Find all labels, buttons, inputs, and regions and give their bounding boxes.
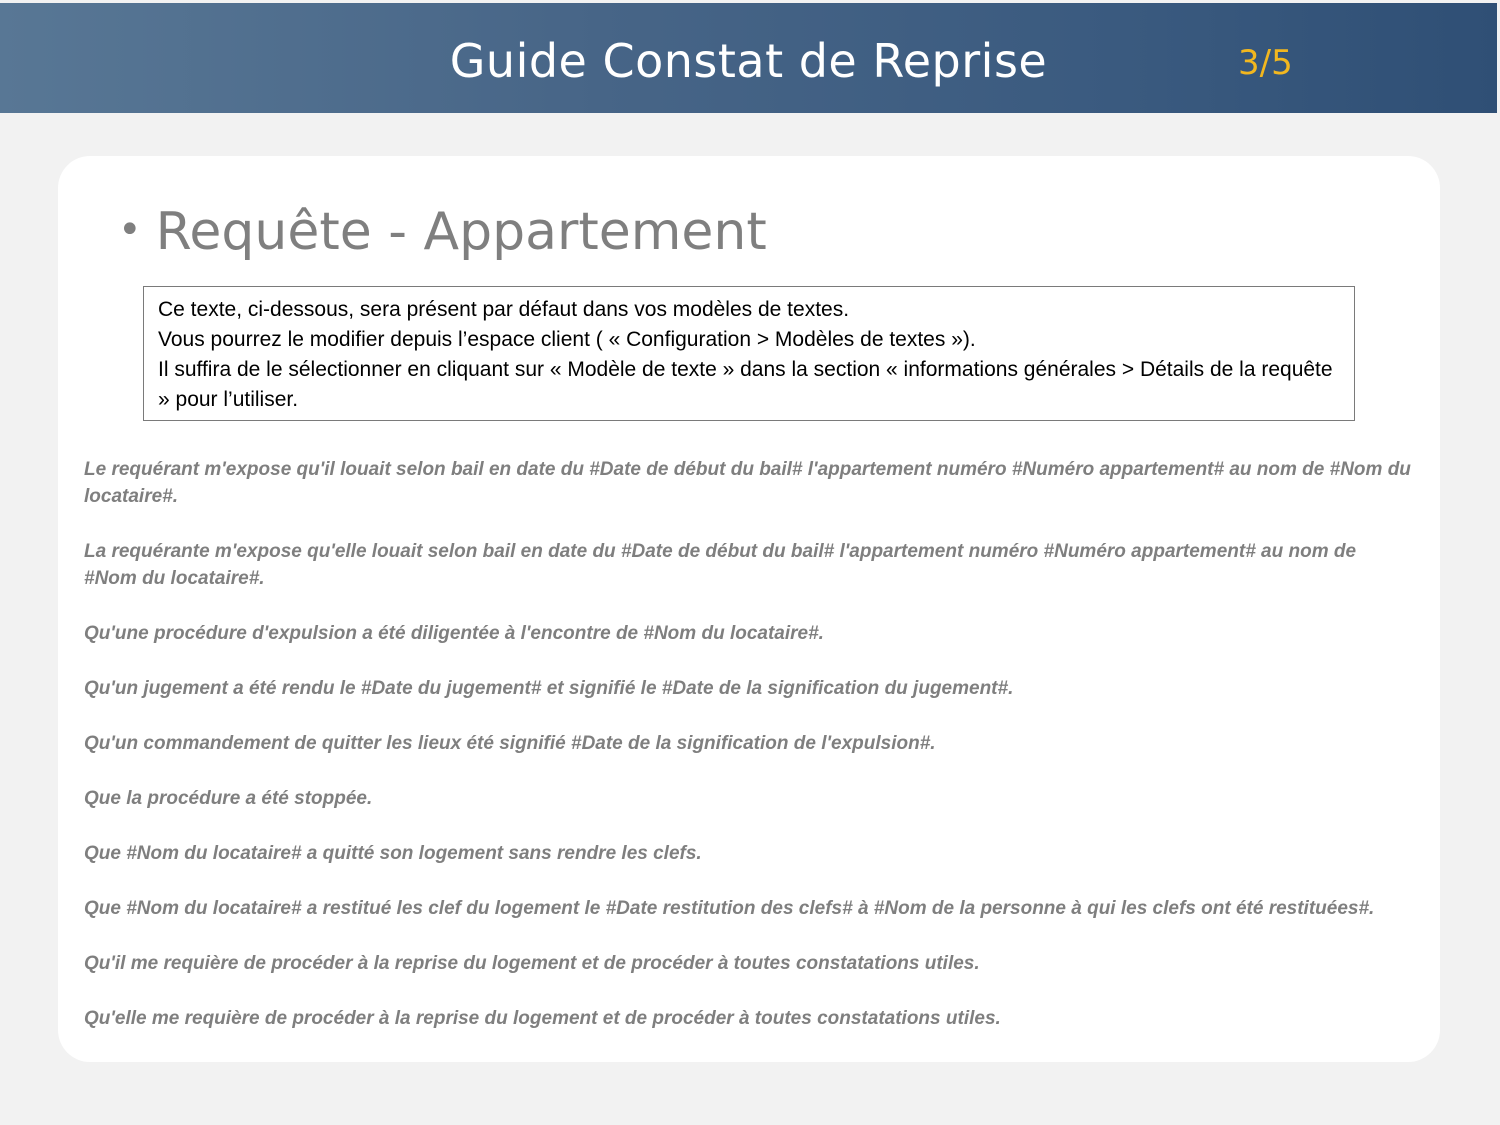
header-banner (0, 3, 1497, 113)
info-line: Vous pourrez le modifier depuis l’espace client ( « Configuration > Modèles de textes »). (158, 328, 976, 351)
template-paragraph: Que #Nom du locataire# a restitué les clef du logement le #Date restitution des clefs# à #Nom de la personne à qui les clefs ont été restituées#. (84, 898, 1375, 919)
template-paragraph: Qu'il me requière de procéder à la reprise du logement et de procéder à toutes constatations utiles. (84, 953, 980, 974)
info-line: Il suffira de le sélectionner en cliquant sur « Modèle de texte » dans la section « informations générales > Détails de la requête » pour l’utiliser. (158, 358, 1333, 411)
page-title: Guide Constat de Reprise (449, 34, 1048, 88)
bullet-icon: • (118, 207, 142, 253)
page-counter: 3/5 (1238, 43, 1293, 83)
section-heading (118, 202, 767, 266)
template-paragraph: Que la procédure a été stoppée. (84, 788, 373, 809)
template-paragraph: Qu'un jugement a été rendu le #Date du jugement# et signifié le #Date de la signification du jugement#. (84, 678, 1014, 699)
template-paragraph: La requérante m'expose qu'elle louait selon bail en date du #Date de début du bail# l'appartement numéro #Numéro appartement# au nom de #Nom du locataire#. (84, 541, 1357, 589)
template-paragraph: Qu'elle me requière de procéder à la reprise du logement et de procéder à toutes constatations utiles. (84, 1008, 1001, 1029)
content-card (58, 156, 1440, 1062)
template-paragraph: Qu'un commandement de quitter les lieux été signifié #Date de la signification de l'expulsion#. (84, 733, 936, 754)
info-box (143, 286, 1355, 421)
section-title: Requête - Appartement (155, 202, 767, 262)
template-paragraph: Qu'une procédure d'expulsion a été diligentée à l'encontre de #Nom du locataire#. (84, 623, 824, 644)
info-line: Ce texte, ci-dessous, sera présent par défaut dans vos modèles de textes. (158, 298, 850, 321)
template-paragraph: Que #Nom du locataire# a quitté son logement sans rendre les clefs. (84, 843, 702, 864)
template-paragraphs (84, 456, 1414, 1060)
template-paragraph: Le requérant m'expose qu'il louait selon bail en date du #Date de début du bail# l'appartement numéro #Numéro appartement# au nom de #Nom du locataire#. (84, 459, 1411, 507)
